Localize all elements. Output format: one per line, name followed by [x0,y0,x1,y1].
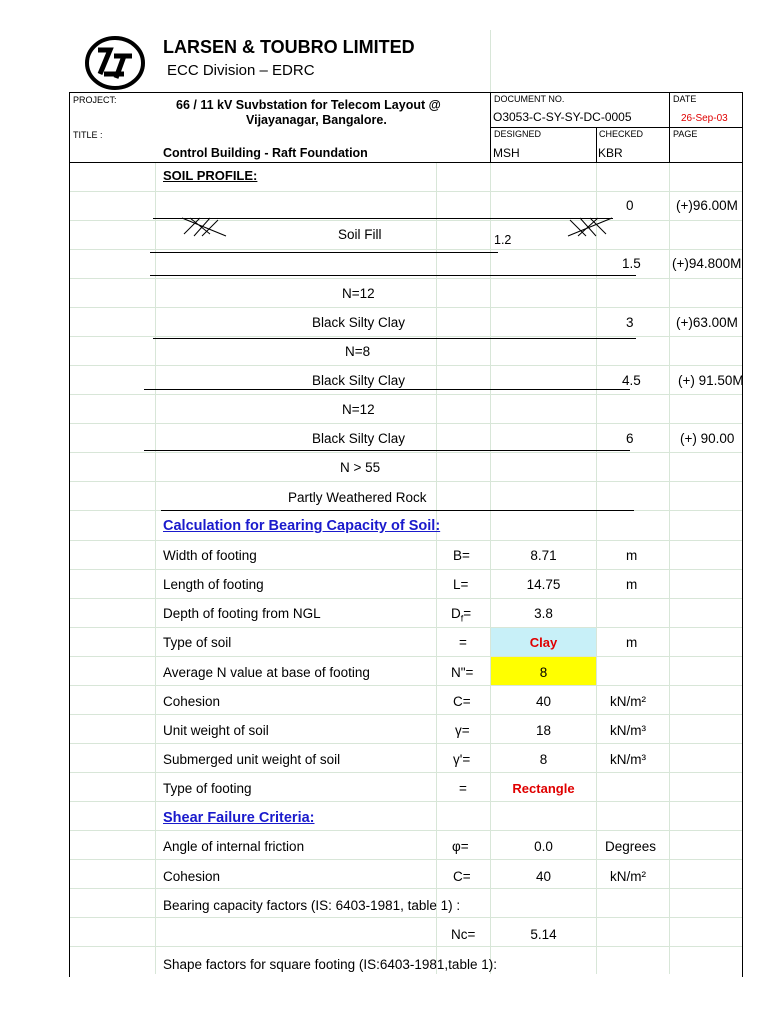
sym-unit-weight: γ= [455,723,470,738]
fill-thickness: 1.2 [494,233,512,247]
page-label: PAGE [673,129,698,139]
division-name: ECC Division – EDRC [167,62,315,79]
layer-black-silty-clay-1: Black Silty Clay [312,315,406,330]
docno-value: O3053-C-SY-SY-DC-0005 [493,110,632,124]
designed-value: MSH [493,146,520,160]
ground-hatch-right [566,216,616,238]
layer-n55: N > 55 [340,460,381,475]
label-submerged-weight: Submerged unit weight of soil [163,752,341,767]
sym-length: L= [453,577,469,592]
designed-label: DESIGNED [494,129,542,139]
project-line2: Vijayanagar, Bangalore. [246,113,387,127]
label-depth: Depth of footing from NGL [163,606,321,621]
label-width: Width of footing [163,548,257,563]
layer-black-silty-clay-3: Black Silty Clay [312,431,406,446]
docno-label: DOCUMENT NO. [494,94,565,104]
unit-unit-weight: kN/m³ [610,723,646,738]
label-unit-weight: Unit weight of soil [163,723,269,738]
project-label: PROJECT: [73,95,117,105]
sym-friction-angle: φ= [452,839,469,854]
sym-footing-type: = [459,781,467,796]
value-length: 14.75 [526,577,561,592]
value-soil-type: Clay [529,635,558,650]
date-label: DATE [673,94,697,104]
sym-depth [451,606,471,627]
company-name: LARSEN & TOUBRO LIMITED [163,37,415,57]
value-cohesion: 40 [535,694,552,709]
sym-cohesion: C= [453,694,471,709]
depth-4: 6 [626,431,634,446]
depth-3: 4.5 [622,373,641,388]
sym-width: B= [453,548,470,563]
sym-submerged-weight: γ'= [453,752,471,767]
level-2: (+)63.00M [676,315,738,330]
level-0: (+)96.00M [676,198,738,213]
level-3: (+) 91.50M [678,373,744,388]
label-shear-cohesion: Cohesion [163,869,221,884]
sym-shear-cohesion: C= [453,869,471,884]
value-nc: 5.14 [530,927,557,942]
value-footing-type: Rectangle [512,781,575,796]
label-cohesion: Cohesion [163,694,221,709]
value-submerged-weight: 8 [539,752,548,767]
depth-2: 3 [626,315,634,330]
shape-factors-text: Shape factors for square footing (IS:6403-1981,table 1): [163,957,497,972]
label-footing-type: Type of footing [163,781,252,796]
bearing-capacity-heading: Calculation for Bearing Capacity of Soil: [163,518,441,534]
bearing-factors-text: Bearing capacity factors (IS: 6403-1981, table 1) : [163,898,461,913]
sym-depth-eq: = [463,606,472,621]
level-1: (+)94.800M [672,256,742,271]
project-line1: 66 / 11 kV Suvbstation for Telecom Layout @ [176,98,441,112]
soil-profile-heading: SOIL PROFILE: [163,168,258,183]
depth-1: 1.5 [622,256,641,271]
lt-logo [84,36,146,90]
sym-depth-d: D [451,606,461,621]
layer-n12-a: N=12 [342,286,375,301]
value-unit-weight: 18 [535,723,552,738]
ground-hatch-left [180,216,230,238]
value-n-value: 8 [539,665,548,680]
unit-cohesion: kN/m² [610,694,646,709]
label-friction-angle: Angle of internal friction [163,839,305,854]
value-depth: 3.8 [534,606,553,621]
depth-0: 0 [626,198,634,213]
label-length: Length of footing [163,577,264,592]
layer-n12-b: N=12 [342,402,375,417]
sym-nc: Nc= [451,927,476,942]
checked-value: KBR [598,146,623,160]
layer-weathered-rock: Partly Weathered Rock [288,490,427,505]
layer-soil-fill: Soil Fill [338,227,382,242]
value-shear-cohesion: 40 [535,869,552,884]
unit-shear-cohesion: kN/m² [610,869,646,884]
layer-black-silty-clay-2: Black Silty Clay [312,373,406,388]
value-width: 8.71 [530,548,557,563]
sym-n-value: N"= [451,665,474,680]
unit-submerged-weight: kN/m³ [610,752,646,767]
date-value: 26-Sep-03 [681,113,728,124]
shear-failure-heading: Shear Failure Criteria: [163,810,315,826]
sym-soil-type: = [459,635,467,650]
value-friction-angle: 0.0 [534,839,553,854]
unit-soil-type: m [626,635,638,650]
checked-label: CHECKED [599,129,644,139]
unit-length: m [626,577,638,592]
label-n-value: Average N value at base of footing [163,665,370,680]
layer-n8: N=8 [345,344,371,359]
unit-friction-angle: Degrees [605,839,657,854]
label-soil-type: Type of soil [163,635,232,650]
unit-width: m [626,548,638,563]
level-4: (+) 90.00 [680,431,735,446]
document-title: Control Building - Raft Foundation [163,146,368,160]
title-label: TITLE : [73,130,103,140]
sym-depth-sub: f [460,613,464,624]
